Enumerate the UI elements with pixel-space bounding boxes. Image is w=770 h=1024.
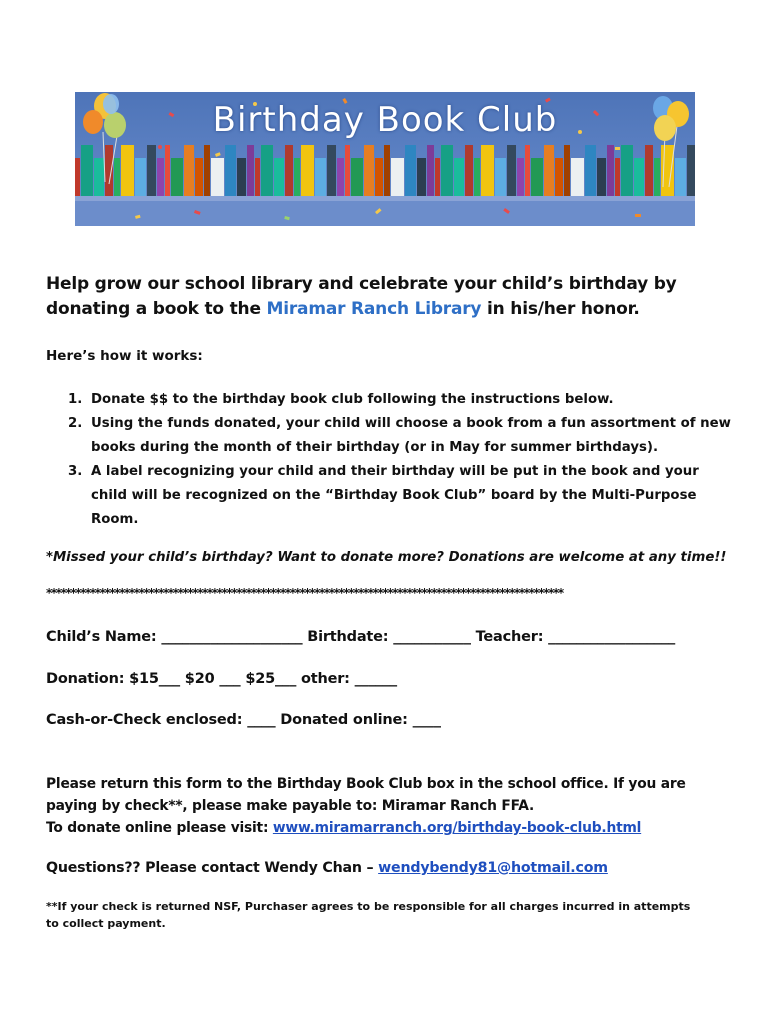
library-name: Miramar Ranch Library bbox=[266, 299, 482, 319]
list-item bbox=[46, 460, 736, 532]
step-text: A label recognizing your child and their birthday will be put in the book and your child will be recognized on the “Birthday Book Club” board by the Multi-Purpose Room. bbox=[91, 464, 699, 527]
payment-method-fields[interactable]: Cash-or-Check enclosed: ____ Donated online: ____ bbox=[46, 712, 441, 728]
birthday-book-club-banner bbox=[75, 92, 695, 226]
step-text: Using the funds donated, your child will choose a book from a fun assortment of new books during the month of their birthday (or in May for summer birthdays). bbox=[91, 416, 731, 455]
nsf-footnote: **If your check is returned NSF, Purchaser agrees to be responsible for all charges incurred in attempts to collect payment. bbox=[46, 900, 691, 930]
donate-online-link[interactable]: www.miramarranch.org/birthday-book-club.html bbox=[272, 820, 642, 836]
how-it-works-heading: Here’s how it works: bbox=[46, 348, 203, 364]
list-item bbox=[46, 388, 736, 412]
headline-text-start: Help grow our school library and celebrate your child’s birthday by donating a book to the bbox=[46, 274, 677, 319]
headline-text-end: in his/her honor. bbox=[481, 299, 640, 319]
child-info-fields[interactable]: Child’s Name: ____________________ Birthdate: ___________ Teacher: __________________ bbox=[46, 629, 676, 645]
missed-birthday-note: *Missed your child’s birthday? Want to donate more? Donations are welcome at any time!! bbox=[46, 550, 727, 565]
donation-amount-fields[interactable]: Donation: $15___ $20 ___ $25___ other: ______ bbox=[46, 671, 397, 687]
list-item bbox=[46, 412, 736, 460]
donate-online-line bbox=[46, 817, 736, 839]
step-text: Donate $$ to the birthday book club following the instructions below. bbox=[91, 392, 614, 407]
book-row bbox=[75, 145, 695, 196]
banner-title: Birthday Book Club bbox=[212, 100, 558, 140]
contact-email-link[interactable]: wendybendy81@hotmail.com bbox=[378, 860, 608, 876]
steps-list bbox=[46, 388, 736, 532]
return-instructions bbox=[46, 773, 736, 839]
step-number: 1. bbox=[68, 392, 83, 407]
contact-label: Questions?? Please contact Wendy Chan – bbox=[46, 860, 379, 876]
step-number: 3. bbox=[68, 464, 83, 479]
contact-line bbox=[46, 857, 736, 879]
separator-line: ********************************************************************************************************** bbox=[46, 586, 563, 600]
step-number: 2. bbox=[68, 416, 83, 431]
return-instructions-text: Please return this form to the Birthday Book Club box in the school office. If you are paying by check**, please make payable to: Miramar Ranch FFA. bbox=[46, 776, 686, 814]
donate-online-label: To donate online please visit: bbox=[46, 820, 273, 836]
headline bbox=[46, 272, 736, 322]
